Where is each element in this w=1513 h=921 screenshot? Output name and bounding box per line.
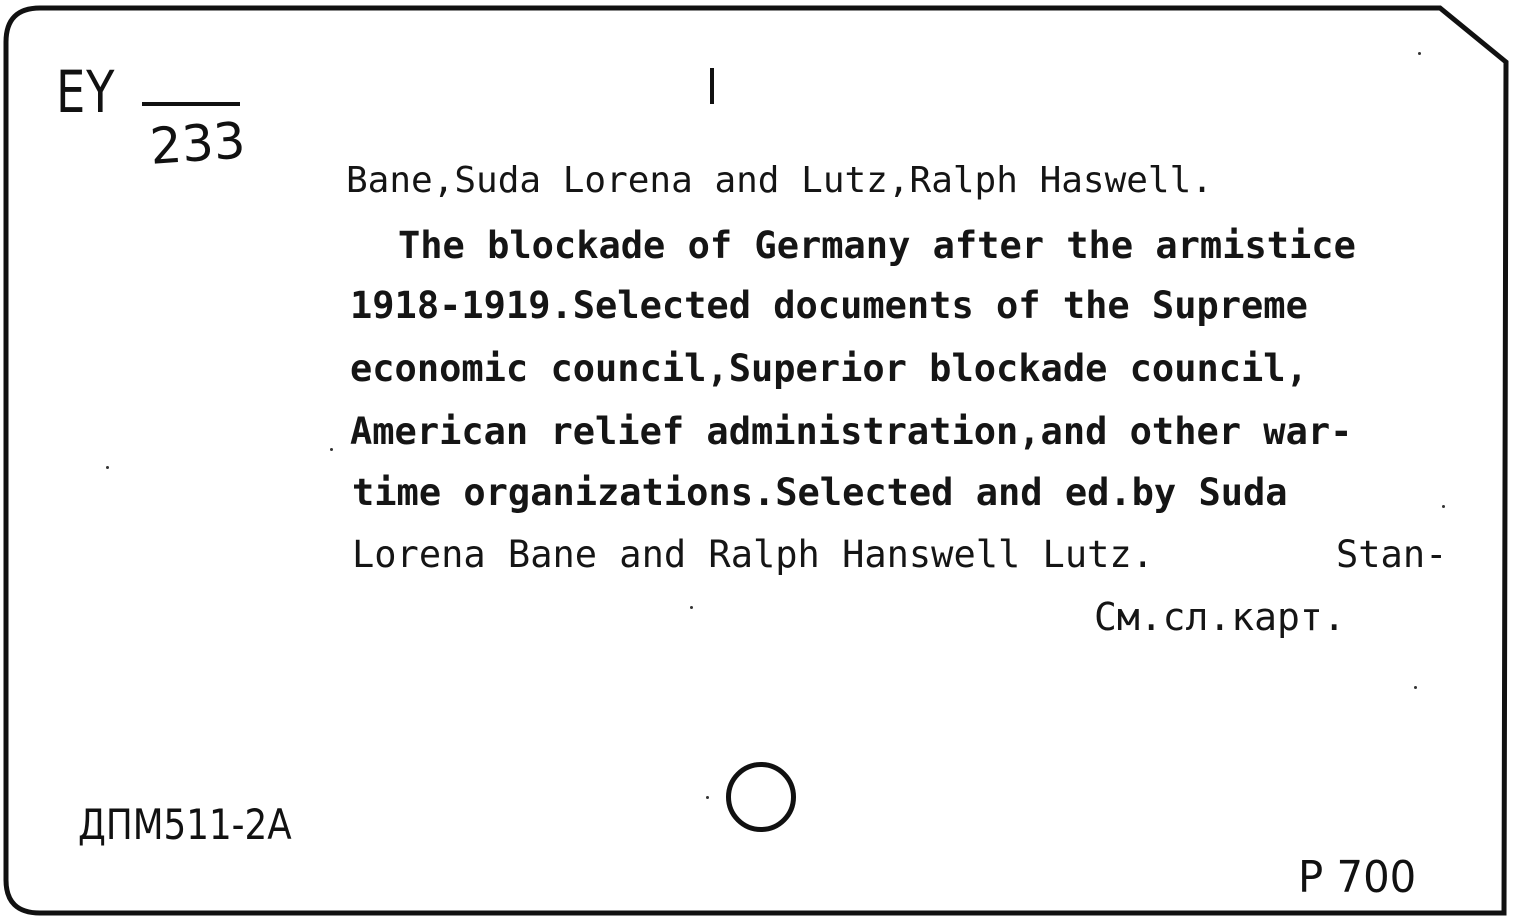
paper-speck (1442, 505, 1445, 508)
cross-reference: См.сл.карт. (1094, 595, 1346, 639)
page-mark (710, 68, 714, 104)
price-mark: Р 700 (1298, 852, 1417, 903)
entry-line: time organizations.Selected and ed.by Suda (352, 471, 1288, 514)
entry-line: The blockade of Germany after the armistice (398, 224, 1356, 267)
paper-speck (1414, 686, 1417, 689)
paper-speck (1418, 52, 1421, 55)
entry-line: American relief administration,and other war- (350, 410, 1353, 453)
paper-speck (106, 466, 109, 469)
paper-speck (330, 448, 333, 451)
inventory-mark: ДПМ511-2А (78, 800, 292, 849)
entry-line: economic council,Superior blockade council, (350, 347, 1308, 390)
entry-line-continuation: Stan- (1336, 533, 1448, 576)
entry-heading: Bane,Suda Lorena and Lutz,Ralph Haswell. (346, 160, 1213, 201)
punch-hole (726, 762, 796, 832)
paper-speck (690, 606, 693, 609)
entry-line: 1918-1919.Selected documents of the Supreme (350, 284, 1308, 327)
paper-speck (706, 796, 709, 799)
shelf-mark-number: 233 (148, 111, 248, 176)
shelf-mark-prefix: EY (56, 58, 116, 126)
entry-line: Lorena Bane and Ralph Hanswell Lutz. (352, 533, 1154, 576)
shelf-mark-divider (142, 102, 240, 106)
